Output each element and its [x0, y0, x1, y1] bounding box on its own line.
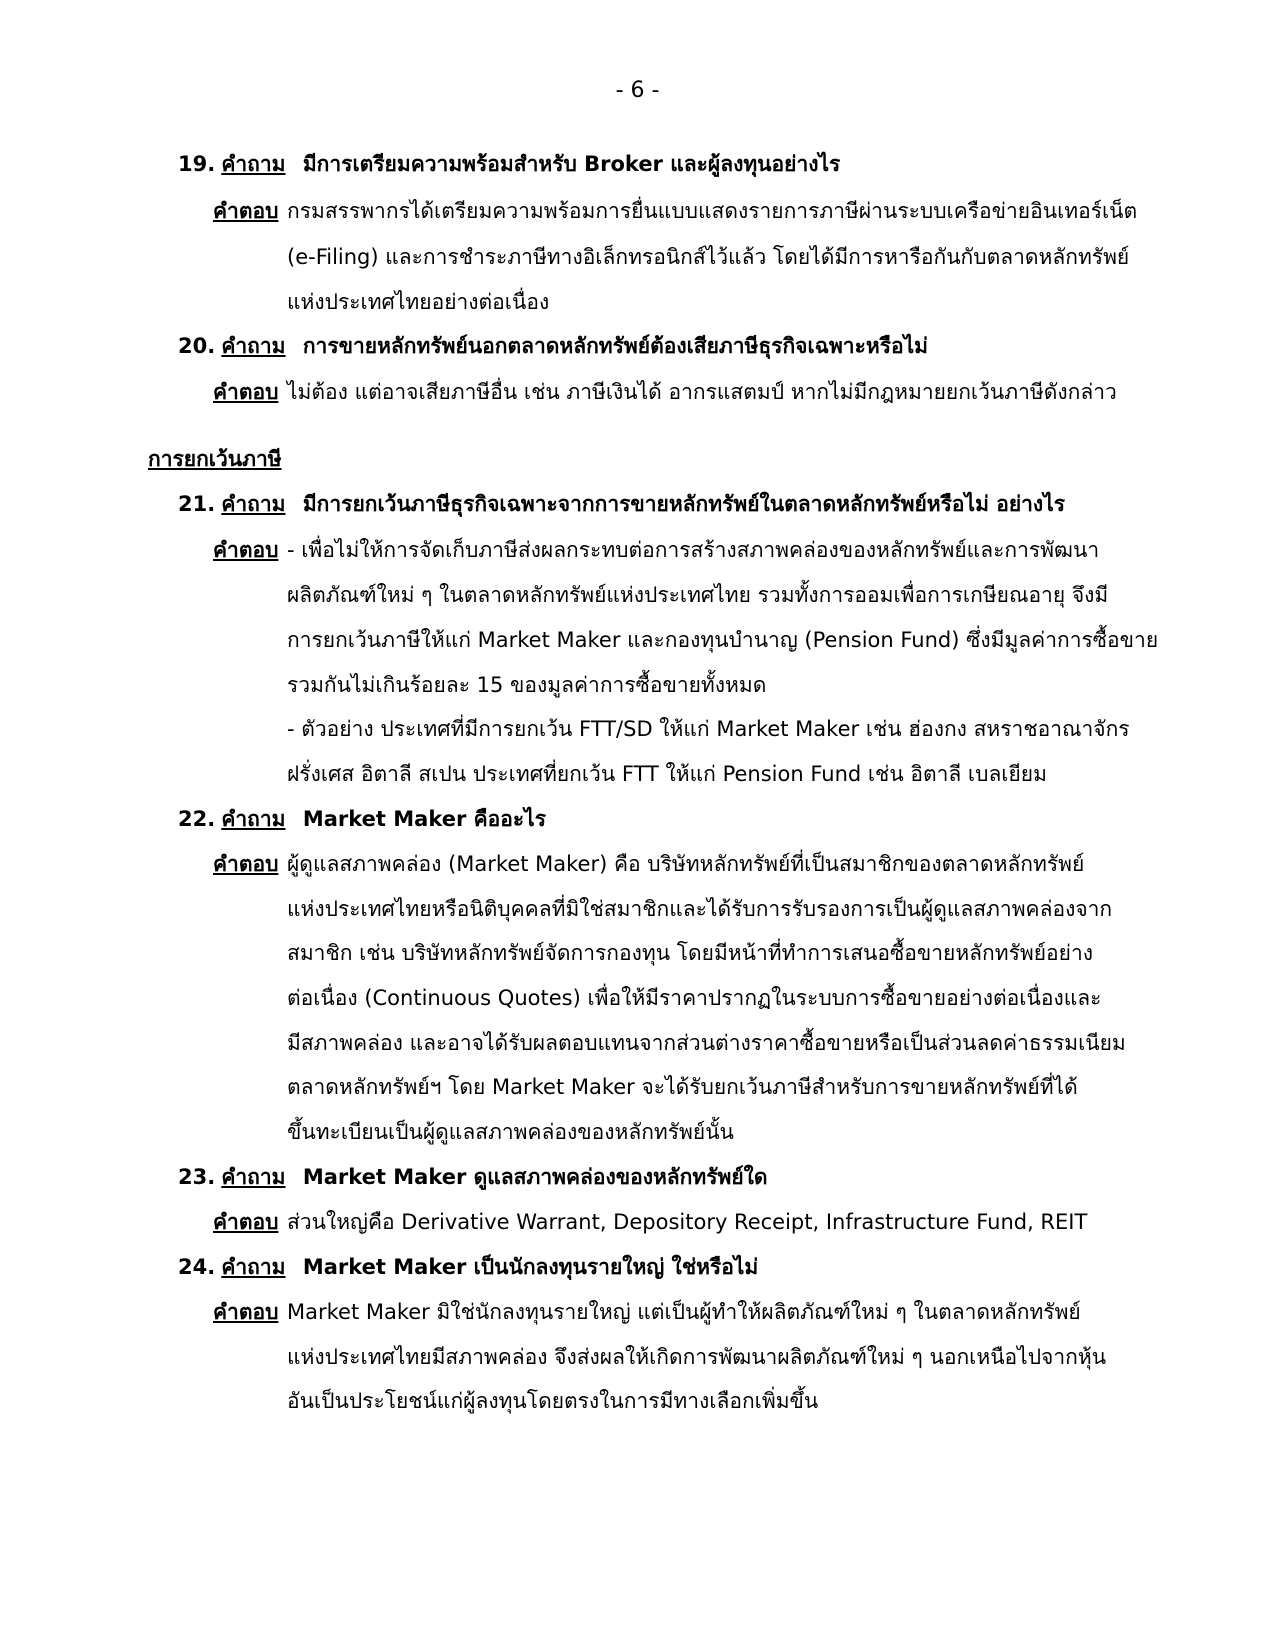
answer-line: การยกเว้นภาษีให้แก่ Market Maker และกองทุนบำนาญ (Pension Fund) ซึ่งมีมูลค่าการซื้อขาย: [287, 628, 1159, 652]
question-number: 23.: [178, 1165, 216, 1189]
question-text: มีการเตรียมความพร้อมสำหรับ Broker และผู้ลงทุนอย่างไร: [302, 152, 841, 176]
question-label: คำถาม: [221, 1255, 286, 1279]
question-text: Market Maker คืออะไร: [302, 807, 547, 831]
answer-line: อันเป็นประโยชน์แก่ผู้ลงทุนโดยตรงในการมีทางเลือกเพิ่มขึ้น: [287, 1389, 819, 1413]
section-title: การยกเว้นภาษี: [148, 447, 282, 471]
question-label: คำถาม: [221, 334, 286, 358]
answer-line: ไม่ต้อง แต่อาจเสียภาษีอื่น เช่น ภาษีเงินได้ อากรแสตมป์ หากไม่มีกฎหมายยกเว้นภาษีดังกล่าว: [287, 380, 1117, 404]
question-number: 19.: [178, 152, 216, 176]
question-number: 20.: [178, 334, 216, 358]
answer-line: รวมกันไม่เกินร้อยละ 15 ของมูลค่าการซื้อขายทั้งหมด: [287, 673, 767, 697]
answer-line: (e-Filing) และการชำระภาษีทางอิเล็กทรอนิกส์ไว้แล้ว โดยได้มีการหารือกันกับตลาดหลักทรัพย์: [287, 245, 1130, 269]
question-text: มีการยกเว้นภาษีธุรกิจเฉพาะจากการขายหลักทรัพย์ในตลาดหลักทรัพย์หรือไม่ อย่างไร: [302, 492, 1066, 516]
answer-line: ส่วนใหญ่คือ Derivative Warrant, Depository Receipt, Infrastructure Fund, REIT: [287, 1210, 1088, 1234]
answer-line: กรมสรรพากรได้เตรียมความพร้อมการยื่นแบบแสดงรายการภาษีผ่านระบบเครือข่ายอินเทอร์เน็ต: [287, 199, 1138, 223]
answer-line: มีสภาพคล่อง และอาจได้รับผลตอบแทนจากส่วนต่างราคาซื้อขายหรือเป็นส่วนลดค่าธรรมเนียม: [287, 1031, 1126, 1055]
question-number: 21.: [178, 492, 216, 516]
question-text: Market Maker เป็นนักลงทุนรายใหญ่ ใช่หรือไม่: [302, 1255, 759, 1279]
answer-line: ต่อเนื่อง (Continuous Quotes) เพื่อให้มีราคาปรากฏในระบบการซื้อขายอย่างต่อเนื่องและ: [287, 986, 1102, 1010]
question-23: [178, 1161, 768, 1194]
question-label: คำถาม: [221, 492, 286, 516]
question-number: 24.: [178, 1255, 216, 1279]
question-text: การขายหลักทรัพย์นอกตลาดหลักทรัพย์ต้องเสียภาษีธุรกิจเฉพาะหรือไม่: [302, 334, 929, 358]
question-24: [178, 1251, 758, 1284]
answer-label: คำตอบ: [213, 199, 279, 223]
answer-label: คำตอบ: [213, 1300, 279, 1324]
answer-line: - เพื่อไม่ให้การจัดเก็บภาษีส่งผลกระทบต่อการสร้างสภาพคล่องของหลักทรัพย์และการพัฒนา: [287, 538, 1100, 562]
answer-label: คำตอบ: [213, 538, 279, 562]
answer-label: คำตอบ: [213, 1210, 279, 1234]
question-number: 22.: [178, 807, 216, 831]
question-19: [178, 148, 840, 181]
answer-line: สมาชิก เช่น บริษัทหลักทรัพย์จัดการกองทุน โดยมีหน้าที่ทำการเสนอซื้อขายหลักทรัพย์อย่าง: [287, 941, 1093, 965]
question-text: Market Maker ดูแลสภาพคล่องของหลักทรัพย์ใด: [302, 1165, 768, 1189]
question-label: คำถาม: [221, 152, 286, 176]
answer-line: แห่งประเทศไทยหรือนิติบุคคลที่มิใช่สมาชิกและได้รับการรับรองการเป็นผู้ดูแลสภาพคล่องจาก: [287, 897, 1113, 921]
answer-label: คำตอบ: [213, 852, 279, 876]
answer-line: ผู้ดูแลสภาพคล่อง (Market Maker) คือ บริษัทหลักทรัพย์ที่เป็นสมาชิกของตลาดหลักทรัพย์: [287, 852, 1085, 876]
question-20: [178, 330, 928, 363]
question-21: [178, 488, 1065, 521]
answer-line: แห่งประเทศไทยอย่างต่อเนื่อง: [287, 290, 550, 314]
answer-label: คำตอบ: [213, 380, 279, 404]
answer-line: แห่งประเทศไทยมีสภาพคล่อง จึงส่งผลให้เกิดการพัฒนาผลิตภัณฑ์ใหม่ ๆ นอกเหนือไปจากหุ้น: [287, 1345, 1107, 1369]
page-number: - 6 -: [615, 78, 660, 103]
answer-line: ผลิตภัณฑ์ใหม่ ๆ ในตลาดหลักทรัพย์แห่งประเทศไทย รวมทั้งการออมเพื่อการเกษียณอายุ จึงมี: [287, 583, 1109, 607]
question-label: คำถาม: [221, 807, 286, 831]
question-label: คำถาม: [221, 1165, 286, 1189]
answer-line: ขึ้นทะเบียนเป็นผู้ดูแลสภาพคล่องของหลักทรัพย์นั้น: [287, 1120, 734, 1144]
question-22: [178, 803, 546, 836]
answer-line: ตลาดหลักทรัพย์ฯ โดย Market Maker จะได้รับยกเว้นภาษีสำหรับการขายหลักทรัพย์ที่ได้: [287, 1075, 1078, 1099]
answer-line: - ตัวอย่าง ประเทศที่มีการยกเว้น FTT/SD ให้แก่ Market Maker เช่น ฮ่องกง สหราชอาณาจักร: [287, 717, 1130, 741]
answer-line: Market Maker มิใช่นักลงทุนรายใหญ่ แต่เป็นผู้ทำให้ผลิตภัณฑ์ใหม่ ๆ ในตลาดหลักทรัพย์: [287, 1300, 1081, 1324]
answer-line: ฝรั่งเศส อิตาลี สเปน ประเทศที่ยกเว้น FTT ให้แก่ Pension Fund เช่น อิตาลี เบลเยียม: [287, 762, 1047, 786]
